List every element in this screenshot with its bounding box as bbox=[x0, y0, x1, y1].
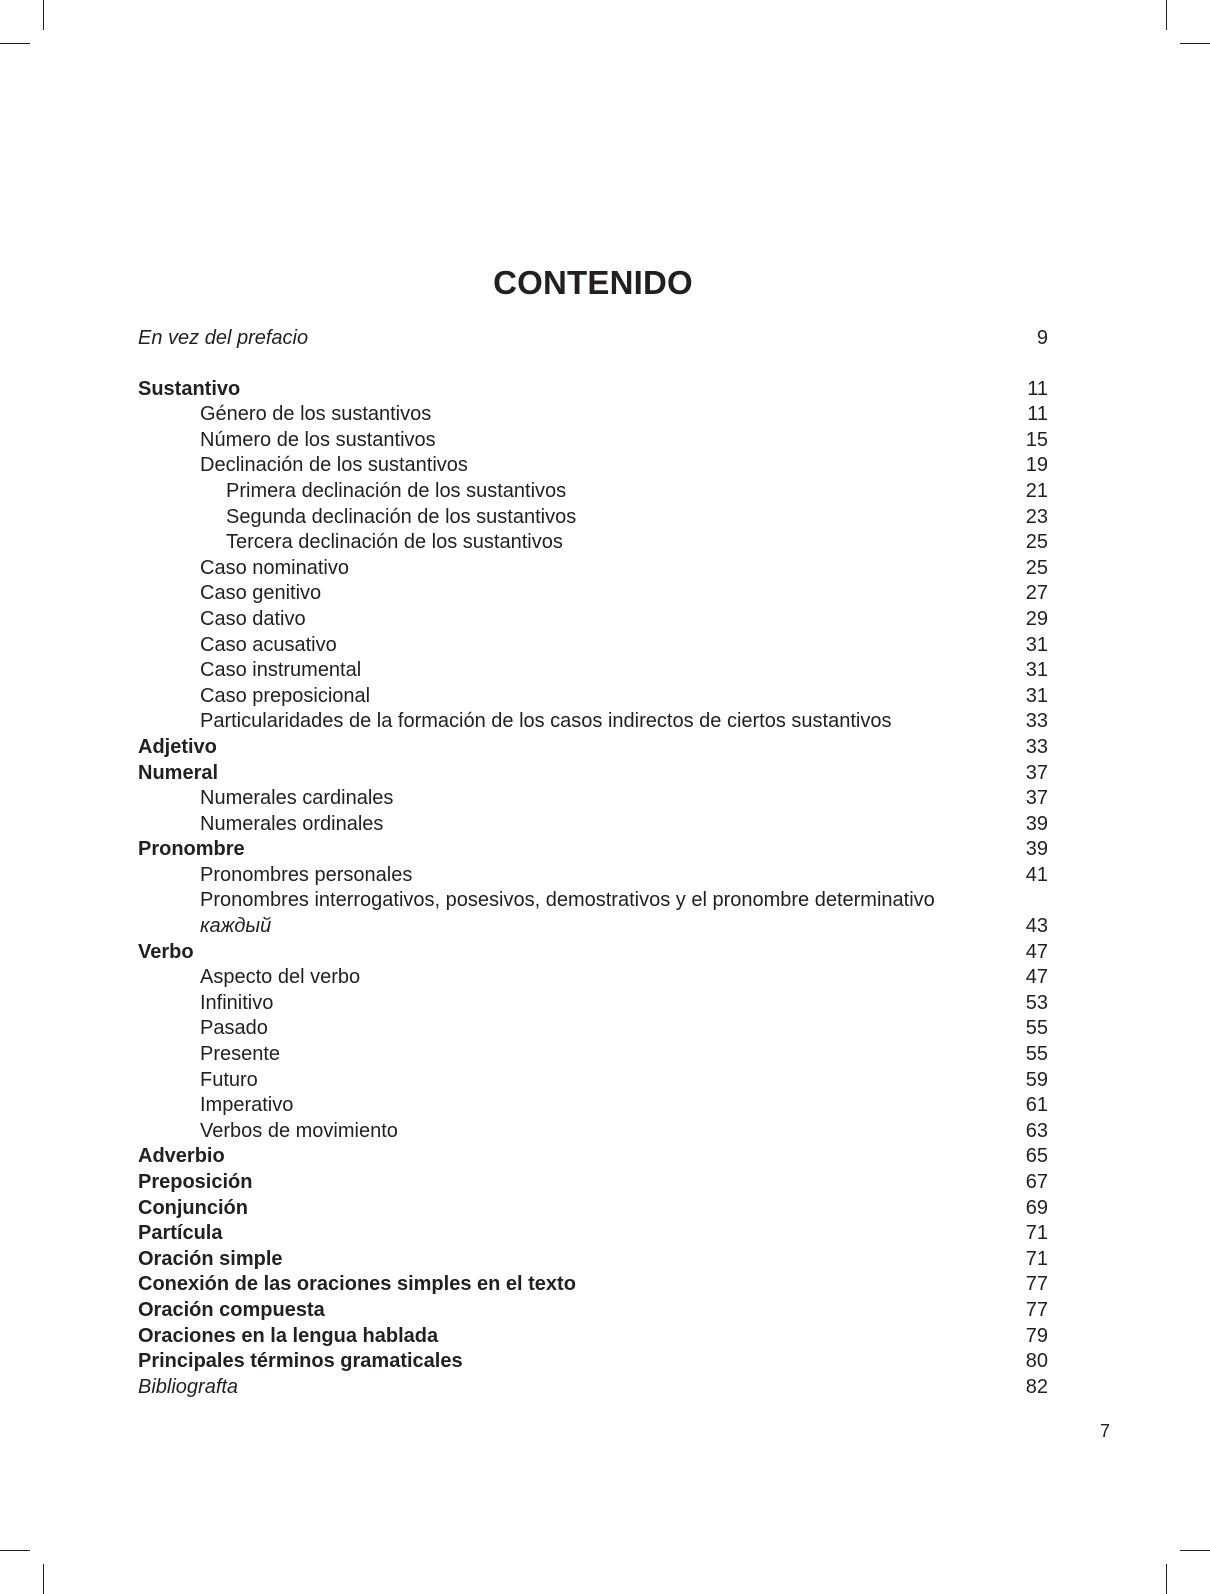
crop-mark bbox=[43, 0, 44, 30]
toc-entry-page: 29 bbox=[1025, 607, 1048, 630]
toc-entry-page: 33 bbox=[1025, 710, 1048, 733]
toc-entry bbox=[138, 786, 1048, 812]
toc-entry-page: 31 bbox=[1025, 659, 1048, 682]
toc-entry-label: Caso nominativo bbox=[200, 556, 349, 579]
toc-entry-page: 63 bbox=[1025, 1119, 1048, 1142]
toc-entry bbox=[138, 428, 1048, 454]
toc-entry bbox=[138, 633, 1048, 659]
toc-entry-label: Caso acusativo bbox=[200, 633, 337, 656]
toc-entry bbox=[138, 377, 1048, 403]
crop-mark bbox=[0, 43, 30, 44]
crop-mark bbox=[1180, 43, 1210, 44]
toc-entry-label: Infinitivo bbox=[200, 991, 274, 1014]
crop-mark bbox=[1166, 1564, 1167, 1594]
toc-entry bbox=[138, 940, 1048, 966]
toc-entry bbox=[138, 761, 1048, 787]
toc-entry bbox=[138, 607, 1048, 633]
toc-entry-label: Numerales cardinales bbox=[200, 787, 394, 810]
toc-entry-label: Género de los sustantivos bbox=[200, 403, 432, 426]
toc-entry-page: 69 bbox=[1025, 1196, 1048, 1219]
toc-entry-page: 59 bbox=[1025, 1068, 1048, 1091]
toc-entry-page: 43 bbox=[1025, 915, 1048, 938]
toc-entry-label: Adverbio bbox=[138, 1145, 225, 1168]
toc-entry-label: Futuro bbox=[200, 1068, 258, 1091]
toc-entry-label: Oración compuesta bbox=[138, 1298, 325, 1321]
toc-entry-label: Particularidades de la formación de los casos indirectos de ciertos sustantivos bbox=[200, 710, 892, 733]
toc-entry-label: Sustantivo bbox=[138, 377, 241, 400]
toc-entry-label: Verbos de movimiento bbox=[200, 1119, 398, 1142]
toc-entry-label: Caso genitivo bbox=[200, 582, 322, 605]
crop-mark bbox=[1180, 1550, 1210, 1551]
toc-entry-label: Pronombre bbox=[138, 838, 245, 861]
toc-entry-page: 55 bbox=[1025, 1043, 1048, 1066]
toc-entry-page: 80 bbox=[1025, 1350, 1048, 1373]
toc-entry-label: Primera declinación de los sustantivos bbox=[226, 479, 567, 502]
page-number: 7 bbox=[1099, 1421, 1110, 1441]
toc-entry-page: 37 bbox=[1025, 761, 1048, 784]
toc-entry bbox=[138, 709, 1048, 735]
toc-entry-page: 77 bbox=[1025, 1298, 1048, 1321]
toc-entry-label: En vez del prefacio bbox=[138, 327, 309, 349]
toc-entry bbox=[138, 1349, 1048, 1375]
toc-entry-label: Número de los sustantivos bbox=[200, 428, 436, 451]
toc-entry bbox=[138, 1170, 1048, 1196]
toc-entry-page: 25 bbox=[1025, 556, 1048, 579]
toc-entry-page: 47 bbox=[1025, 940, 1048, 963]
toc-entry bbox=[138, 1016, 1048, 1042]
toc-entry-page: 15 bbox=[1025, 428, 1048, 451]
toc-entry bbox=[138, 812, 1048, 838]
toc-entry-page: 39 bbox=[1025, 812, 1048, 835]
toc-entry-label: Pronombres interrogativos, posesivos, demostrativos y el pronombre determinativo bbox=[200, 889, 935, 912]
toc-entry bbox=[138, 453, 1048, 479]
toc-entry-page: 19 bbox=[1025, 454, 1048, 477]
toc-entry bbox=[138, 1042, 1048, 1068]
toc-entry-page: 53 bbox=[1025, 991, 1048, 1014]
toc-entry-page: 79 bbox=[1025, 1324, 1048, 1347]
toc-entry-page: 39 bbox=[1025, 838, 1048, 861]
toc-entry bbox=[138, 888, 1048, 914]
toc-entry-page: 25 bbox=[1025, 531, 1048, 554]
toc-entry bbox=[138, 991, 1048, 1017]
toc-entry-label: Tercera declinación de los sustantivos bbox=[226, 531, 563, 554]
toc-entry-label: Caso preposicional bbox=[200, 684, 371, 707]
toc-entry-page: 55 bbox=[1025, 1017, 1048, 1040]
toc-entry-page: 71 bbox=[1025, 1247, 1048, 1270]
toc-entry-label: Conexión de las oraciones simples en el texto bbox=[138, 1273, 576, 1296]
toc-entry bbox=[138, 914, 1048, 940]
toc-entry bbox=[138, 1119, 1048, 1145]
toc-entry-label: Pronombres personales bbox=[200, 863, 413, 886]
toc-entry bbox=[138, 1247, 1048, 1273]
toc-entry-page: 82 bbox=[1025, 1375, 1048, 1398]
toc-entry-label: Adjetivo bbox=[138, 735, 217, 758]
toc-entry-page: 31 bbox=[1025, 684, 1048, 707]
toc-entry bbox=[138, 581, 1048, 607]
toc-entry-label: каждый bbox=[200, 915, 272, 938]
toc-entry-label: Pasado bbox=[200, 1017, 268, 1040]
toc-entry bbox=[138, 1298, 1048, 1324]
toc-entry bbox=[138, 735, 1048, 761]
toc-entry-label: Verbo bbox=[138, 940, 194, 963]
toc-entry-label: Aspecto del verbo bbox=[200, 966, 361, 989]
page-title: CONTENIDO bbox=[493, 264, 693, 301]
toc-entry bbox=[138, 556, 1048, 582]
toc-entry bbox=[138, 684, 1048, 710]
toc-entry bbox=[138, 837, 1048, 863]
crop-mark bbox=[0, 1550, 30, 1551]
toc-entry-page: 37 bbox=[1025, 787, 1048, 810]
toc-entry bbox=[138, 402, 1048, 428]
toc-entry bbox=[138, 326, 1048, 352]
toc-entry bbox=[138, 505, 1048, 531]
toc-entry-label: Numeral bbox=[138, 761, 219, 784]
toc-entry bbox=[138, 658, 1048, 684]
toc-entry-page: 31 bbox=[1025, 633, 1048, 656]
toc-entry bbox=[138, 1144, 1048, 1170]
toc-entry-label: Principales términos gramaticales bbox=[138, 1350, 463, 1373]
toc-entry-page: 21 bbox=[1025, 479, 1048, 502]
toc-entry-label: Preposición bbox=[138, 1171, 253, 1193]
toc-entry-page: 41 bbox=[1025, 863, 1048, 886]
toc-entry-page: 77 bbox=[1025, 1273, 1048, 1296]
crop-mark bbox=[43, 1564, 44, 1594]
toc-entry-label: Segunda declinación de los sustantivos bbox=[226, 505, 577, 528]
toc-entry-page: 61 bbox=[1025, 1094, 1048, 1117]
toc-entry-label: Oración simple bbox=[138, 1247, 283, 1270]
toc-entry bbox=[138, 1272, 1048, 1298]
toc-entry-label: Partícula bbox=[138, 1222, 223, 1245]
toc-entry-page: 11 bbox=[1027, 403, 1048, 426]
toc-entry bbox=[138, 1375, 1048, 1401]
toc-entry-page: 11 bbox=[1027, 377, 1048, 400]
toc-entry-page: 33 bbox=[1025, 735, 1048, 758]
toc-entry-page: 67 bbox=[1025, 1171, 1048, 1193]
toc-entry bbox=[138, 965, 1048, 991]
toc-entry-page: 23 bbox=[1025, 505, 1048, 528]
toc-entry bbox=[138, 1093, 1048, 1119]
toc-spacer bbox=[138, 352, 1048, 377]
toc-entry-page: 9 bbox=[1036, 327, 1048, 349]
toc-entry bbox=[138, 1324, 1048, 1350]
toc-entry bbox=[138, 1068, 1048, 1094]
toc-entry bbox=[138, 530, 1048, 556]
toc-entry bbox=[138, 1221, 1048, 1247]
toc-entry bbox=[138, 479, 1048, 505]
crop-mark bbox=[1166, 0, 1167, 30]
toc-entry-label: Bibliografta bbox=[138, 1375, 239, 1398]
toc-entry-label: Declinación de los sustantivos bbox=[200, 454, 468, 477]
table-of-contents bbox=[138, 326, 1048, 1400]
toc-entry bbox=[138, 1196, 1048, 1222]
toc-entry-label: Numerales ordinales bbox=[200, 812, 384, 835]
toc-entry bbox=[138, 863, 1048, 889]
toc-entry-page: 47 bbox=[1025, 966, 1048, 989]
toc-entry-page: 71 bbox=[1025, 1222, 1048, 1245]
toc-entry-page: 65 bbox=[1025, 1145, 1048, 1168]
toc-entry-label: Imperativo bbox=[200, 1094, 294, 1117]
toc-entry-label: Conjunción bbox=[138, 1196, 248, 1219]
toc-entry-label: Presente bbox=[200, 1043, 281, 1066]
toc-entry-page: 27 bbox=[1025, 582, 1048, 605]
toc-entry-label: Caso dativo bbox=[200, 607, 306, 630]
toc-entry-label: Oraciones en la lengua hablada bbox=[138, 1324, 439, 1347]
toc-entry-label: Caso instrumental bbox=[200, 659, 362, 682]
